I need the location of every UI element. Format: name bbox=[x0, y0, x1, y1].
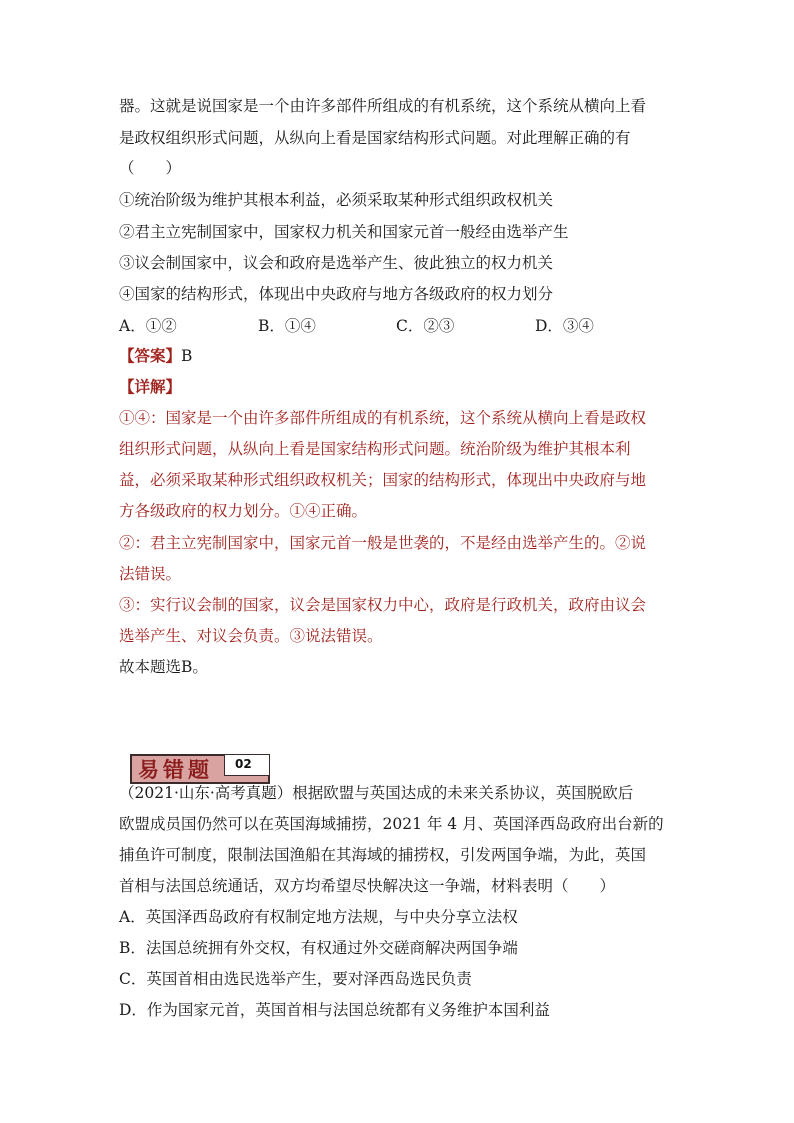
q1-statement-4: ④国家的结构形式，体现出中央政府与地方各级政府的权力划分 bbox=[119, 285, 554, 303]
q1-option-b: B．①④ bbox=[258, 317, 316, 335]
explanation-line: ②：君主立宪制国家中，国家元首一般是世袭的，不是经由选举产生的。②说 bbox=[119, 534, 647, 552]
q1-statement-3: ③议会制国家中，议会和政府是选举产生、彼此独立的权力机关 bbox=[119, 254, 554, 272]
badge-number: 02 bbox=[235, 757, 252, 771]
q1-stem-blank: （ ） bbox=[119, 159, 182, 177]
q2-option-b: B．法国总统拥有外交权，有权通过外交磋商解决两国争端 bbox=[119, 939, 518, 957]
q2-option-a: A．英国泽西岛政府有权制定地方法规，与中央分享立法权 bbox=[119, 908, 518, 926]
explanation-line: 选举产生、对议会负责。③说法错误。 bbox=[119, 627, 383, 645]
error-prone-badge bbox=[130, 754, 270, 784]
answer-tag: 【答案】 bbox=[119, 346, 182, 365]
explanation-line: ①④：国家是一个由许多部件所组成的有机系统，这个系统从横向上看是政权 bbox=[119, 409, 647, 427]
answer-value: B bbox=[181, 347, 193, 365]
explanation-line: 法错误。 bbox=[119, 565, 182, 583]
explanation-line: ③：实行议会制的国家，议会是国家权力中心，政府是行政机关，政府由议会 bbox=[119, 596, 647, 614]
q1-stem-line: 是政权组织形式问题，从纵向上看是国家结构形式问题。对此理解正确的有 bbox=[119, 129, 631, 147]
explanation-line: 方各级政府的权力划分。①④正确。 bbox=[119, 502, 368, 520]
q2-stem-line: 首相与法国总统通话，双方均希望尽快解决这一争端，材料表明（ ） bbox=[119, 877, 616, 895]
q2-stem-line: 捕鱼许可制度，限制法国渔船在其海域的捕捞权，引发两国争端，为此，英国 bbox=[119, 846, 647, 864]
q1-option-c: C．②③ bbox=[396, 317, 455, 335]
q1-stem-line: 器。这就是说国家是一个由许多部件所组成的有机系统，这个系统从横向上看 bbox=[119, 97, 647, 115]
detail-tag: 【详解】 bbox=[119, 377, 182, 396]
q1-option-a: A．①② bbox=[119, 317, 177, 335]
badge-label: 易错题 bbox=[138, 757, 213, 782]
badge-number-box bbox=[224, 754, 270, 776]
q2-option-c: C．英国首相由选民选举产生，要对泽西岛选民负责 bbox=[119, 970, 472, 988]
conclusion: 故本题选B。 bbox=[119, 658, 208, 676]
answer-section bbox=[119, 346, 192, 366]
q2-stem-line: 欧盟成员国仍然可以在英国海域捕捞，2021 年 4 月、英国泽西岛政府出台新的 bbox=[119, 815, 664, 833]
explanation-line: 益，必须采取某种形式组织政权机关；国家的结构形式，体现出中央政府与地 bbox=[119, 471, 647, 489]
q2-stem-line: （2021·山东·高考真题）根据欧盟与英国达成的未来关系协议，英国脱欧后 bbox=[119, 784, 634, 802]
explanation-line: 组织形式问题，从纵向上看是国家结构形式问题。统治阶级为维护其根本利 bbox=[119, 440, 631, 458]
q1-option-d: D．③④ bbox=[535, 317, 594, 335]
q1-statement-1: ①统治阶级为维护其根本利益，必须采取某种形式组织政权机关 bbox=[119, 191, 554, 209]
q2-option-d: D．作为国家元首，英国首相与法国总统都有义务维护本国利益 bbox=[119, 1001, 550, 1019]
q1-statement-2: ②君主立宪制国家中，国家权力机关和国家元首一般经由选举产生 bbox=[119, 223, 569, 241]
